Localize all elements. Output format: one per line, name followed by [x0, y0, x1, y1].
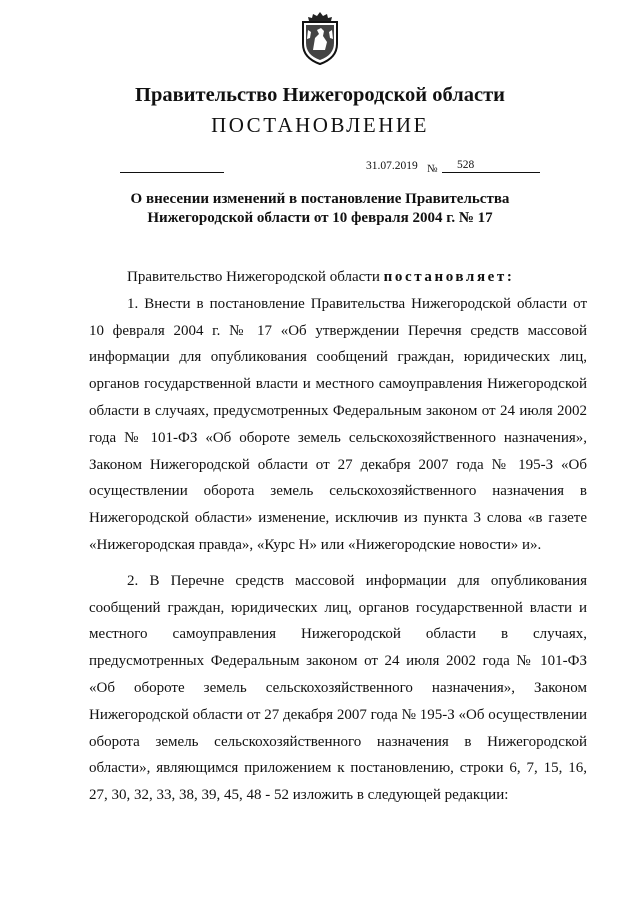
- document-body: [89, 264, 587, 809]
- subject-line-1: О внесении изменений в постановление Правительства: [130, 191, 510, 207]
- preamble: [89, 264, 587, 291]
- preamble-lead: Правительство Нижегородской области: [127, 269, 380, 285]
- document-date: 31.07.2019: [366, 160, 418, 172]
- subject-line-2: Нижегородской области от 10 февраля 2004 г. № 17: [147, 210, 493, 226]
- signature-line: [120, 172, 224, 173]
- number-underline: [442, 172, 540, 173]
- number-sign: №: [427, 163, 438, 175]
- document-type: ПОСТАНОВЛЕНИЕ: [211, 113, 429, 137]
- item-2: 2. В Перечне средств массовой информации для опубликования сообщений граждан, юридических лиц, органов государственной власти и местного самоуправления Нижегородской области в случаях, предусмотренных Федеральным законом от 24 июля 2002 года № 101-ФЗ «Об обороте земель сельскохозяйственного назначения», Законом Нижегородской области от 27 декабря 2007 года № 195-З «Об осуществлении оборота земель сельскохозяйственного назначения в Нижегородской области», являющимся приложением к постановлению, строки 6, 7, 15, 16, 27, 30, 32, 33, 38, 39, 45, 48 - 52 изложить в следующей редакции:: [89, 572, 587, 804]
- coat-of-arms-icon: [299, 10, 341, 66]
- item-1: 1. Внести в постановление Правительства Нижегородской области от 10 февраля 2004 г. № 17 «Об утверждении Перечня средств массовой информации для опубликования сообщений граждан, юридических лиц, органов государственной власти и местного самоуправления Нижегородской области в случаях, предусмотренных Федеральным законом от 24 июля 2002 года № 101-ФЗ «Об обороте земель сельскохозяйственного назначения», Законом Нижегородской области от 27 декабря 2007 года № 195-З «Об осуществлении оборота земель сельскохозяйственного назначения в Нижегородской области» изменение, исключив из пункта 3 слова «в газете «Нижегородская правда», «Курс Н» или «Нижегородские новости» и».: [89, 295, 587, 553]
- preamble-verb: постановляет:: [383, 269, 515, 285]
- government-title: Правительство Нижегородской области: [135, 84, 505, 106]
- document-subject: [0, 190, 640, 228]
- document-number: 528: [457, 159, 475, 171]
